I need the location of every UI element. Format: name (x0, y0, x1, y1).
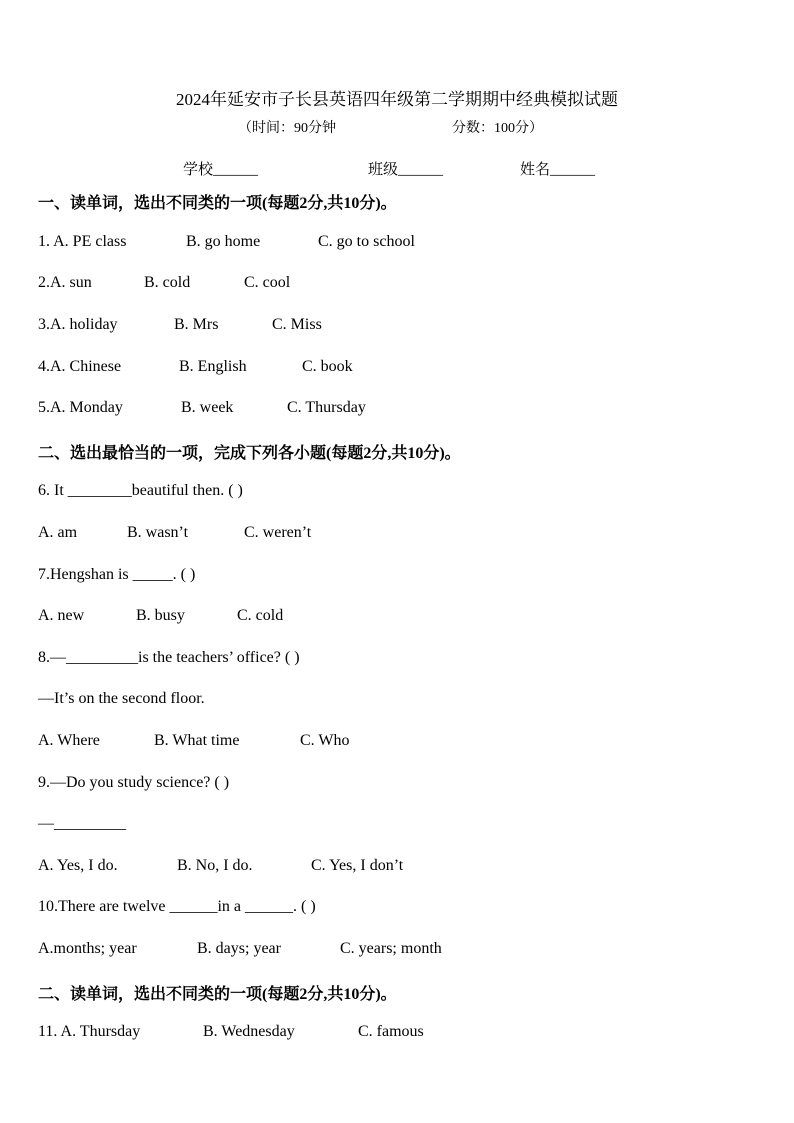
section-heading-3: 二、读单词，选出不同类的一项(每题2分,共10分)。 (38, 986, 397, 1003)
question-9-reply: —_________ (38, 815, 126, 832)
q6-option-c: C. weren’t (244, 524, 312, 541)
q9-option-a: A. Yes, I do. (38, 857, 118, 874)
q9-option-b: B. No, I do. (177, 857, 253, 874)
question-5 (38, 399, 366, 417)
q2-option-b: B. cold (144, 274, 191, 291)
q3-option-b: B. Mrs (174, 316, 219, 333)
school-field: 学校______ (183, 162, 259, 178)
section-heading-2: 二、选出最恰当的一项，完成下列各小题(每题2分,共10分)。 (38, 445, 461, 462)
question-8-options (38, 732, 350, 750)
q2-option-a: 2.A. sun (38, 274, 92, 291)
question-8-stem: 8.—_________is the teachers’ office? ( ) (38, 649, 300, 666)
q6-option-a: A. am (38, 524, 78, 541)
q4-option-a: 4.A. Chinese (38, 358, 122, 375)
q10-option-b: B. days; year (197, 940, 281, 957)
q8-option-a: A. Where (38, 732, 100, 749)
q7-option-b: B. busy (136, 607, 185, 624)
question-2 (38, 274, 291, 292)
q8-option-c: C. Who (300, 732, 350, 749)
q2-option-c: C. cool (244, 274, 291, 291)
q1-option-a: 1. A. PE class (38, 233, 127, 250)
question-4 (38, 358, 353, 376)
q11-option-b: B. Wednesday (203, 1023, 295, 1040)
exam-score: 分数：100分） (452, 121, 543, 136)
question-6-options (38, 524, 312, 542)
q10-option-c: C. years; month (340, 940, 442, 957)
q4-option-b: B. English (179, 358, 247, 375)
q1-option-b: B. go home (186, 233, 261, 250)
q6-option-b: B. wasn’t (127, 524, 189, 541)
q5-option-a: 5.A. Monday (38, 399, 123, 416)
question-1 (38, 233, 415, 251)
q11-option-c: C. famous (358, 1023, 424, 1040)
section-heading-1: 一、读单词，选出不同类的一项(每题2分,共10分)。 (38, 195, 397, 212)
q3-option-a: 3.A. holiday (38, 316, 118, 333)
question-11 (38, 1023, 424, 1041)
q10-option-a: A.months; year (38, 940, 137, 957)
q1-option-c: C. go to school (318, 233, 415, 250)
page-title: 2024年延安市子长县英语四年级第二学期期中经典模拟试题 (176, 90, 618, 109)
question-3 (38, 316, 322, 334)
q7-option-c: C. cold (237, 607, 284, 624)
q5-option-b: B. week (181, 399, 234, 416)
q3-option-c: C. Miss (272, 316, 322, 333)
q4-option-c: C. book (302, 358, 353, 375)
question-9-stem: 9.—Do you study science? ( ) (38, 774, 230, 791)
name-field: 姓名______ (520, 162, 596, 178)
question-7-stem: 7.Hengshan is _____. ( ) (38, 566, 196, 583)
class-field: 班级______ (368, 162, 444, 178)
q5-option-c: C. Thursday (287, 399, 366, 416)
question-7-options (38, 607, 284, 625)
q7-option-a: A. new (38, 607, 85, 624)
q8-option-b: B. What time (154, 732, 240, 749)
q11-option-a: 11. A. Thursday (38, 1023, 141, 1040)
question-10-stem: 10.There are twelve ______in a ______. ( ) (38, 898, 316, 915)
question-6-stem: 6. It ________beautiful then. ( ) (38, 482, 243, 499)
q9-option-c: C. Yes, I don’t (311, 857, 404, 874)
exam-time: （时间：90分钟 (238, 121, 336, 136)
question-9-options (38, 857, 404, 875)
question-10-options (38, 940, 442, 958)
question-8-reply: —It’s on the second floor. (38, 690, 205, 707)
